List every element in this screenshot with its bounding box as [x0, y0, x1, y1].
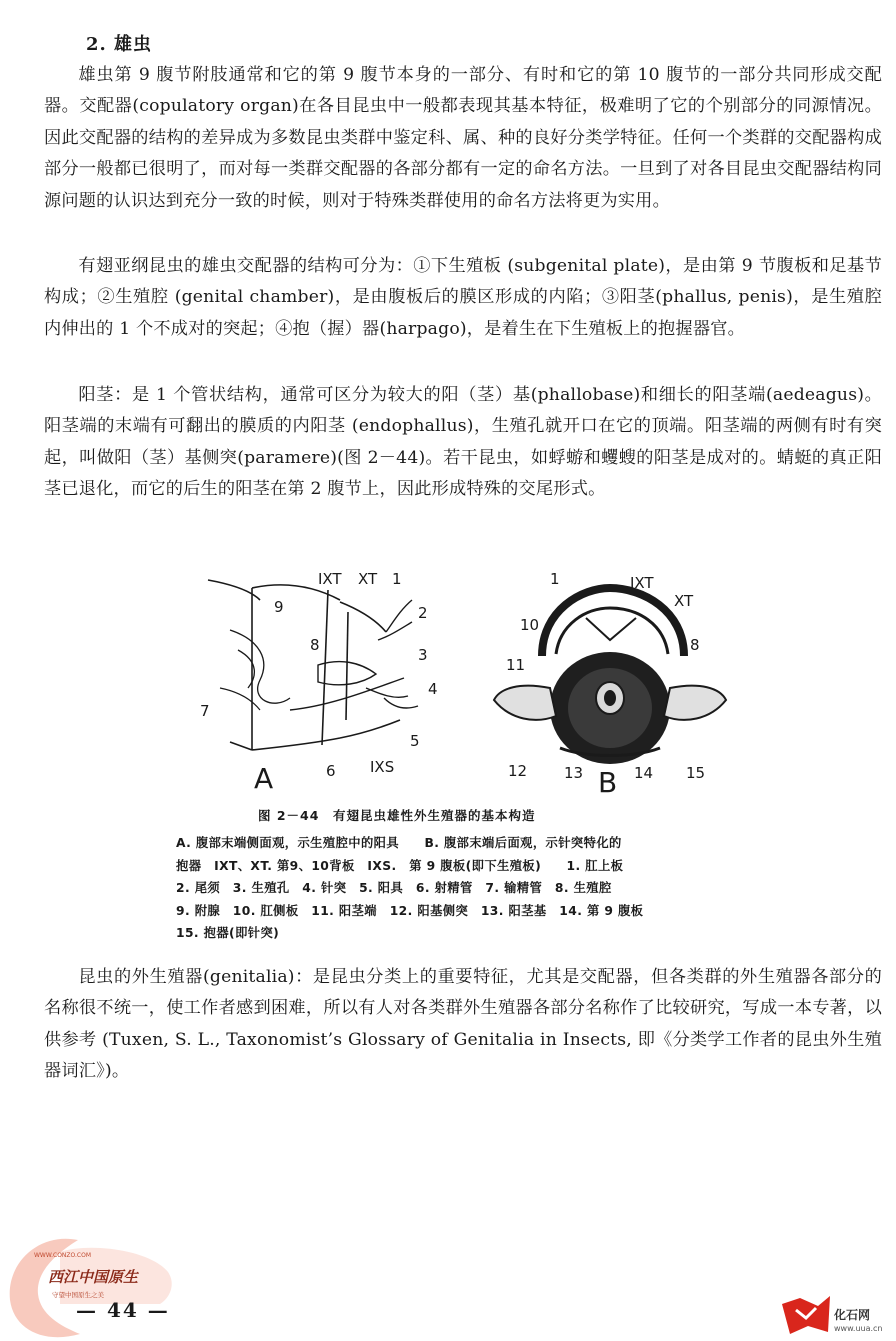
- caption-line: 抱器 IXT、XT. 第9、10背板 IXS. 第 9 腹板(即下生殖板) 1. 肛上板: [176, 858, 624, 873]
- label-b-13: 13: [564, 764, 584, 782]
- label-9: 9: [274, 598, 284, 616]
- caption-line: 2. 尾须 3. 生殖孔 4. 针突 5. 阳具 6. 射精管 7. 输精管 8. 生殖腔: [176, 881, 612, 896]
- paragraph-text: 昆虫的外生殖器(genitalia)：是昆虫分类上的重要特征，尤其是交配器，但各类群的外生殖器各部分的名称很不统一，使工作者感到困难，所以有人对各类群外生殖器各部分名称作了比较研究，写成一本专著，以供参考 (Tuxen, S. L., Taxonomist’s Glossary of Genitalia in Insects, 即《分类学工作者的昆虫外生殖器词汇》)。: [44, 967, 882, 1082]
- label-8: 8: [310, 636, 320, 654]
- label-b-12: 12: [508, 762, 528, 780]
- watermark-url: www.uua.cn: [834, 1324, 883, 1333]
- label-6: 6: [326, 762, 336, 780]
- logo-name: 西江中国原生: [48, 1268, 139, 1286]
- caption-line: 15. 抱器(即针突): [176, 926, 280, 941]
- paragraph-1: [44, 60, 882, 217]
- label-b-xt: XT: [674, 592, 694, 610]
- paragraph-text: 阳茎：是 1 个管状结构，通常可区分为较大的阳（茎）基(phallobase)和细长的阳茎端(aedeagus)。阳茎端的末端有可翻出的膜质的内阳茎 (endophallus)，生殖孔就开口在它的顶端。阳茎端的两侧有时有突起，叫做阳（茎）基侧突(paramere)(图 2－44)。若干昆虫，如蜉蝣和蠼螋的阳茎是成对的。蜻蜓的真正阳茎已退化，而它的后生的阳茎在第 2 腹节上，因此形成特殊的交尾形式。: [44, 385, 882, 500]
- label-1: 1: [392, 570, 402, 588]
- panel-letter-a: A: [254, 762, 274, 795]
- section-heading: 2. 雄虫: [86, 34, 153, 55]
- figure-caption: [176, 832, 796, 945]
- paragraph-text: 有翅亚纲昆虫的雄虫交配器的结构可分为：①下生殖板 (subgenital plate)，是由第 9 节腹板和足基节构成；②生殖腔 (genital chamber)，是由腹板后的膜区形成的内陷；③阳茎(phallus, penis)，是生殖腔内伸出的 1 个不成对的突起；④抱（握）器(harpago)，是着生在下生殖板上的抱握器官。: [44, 256, 882, 339]
- label-xt: XT: [358, 570, 378, 588]
- label-4: 4: [428, 680, 438, 698]
- label-b-8: 8: [690, 636, 700, 654]
- watermark-name: 化石网: [834, 1308, 871, 1322]
- label-7: 7: [200, 702, 210, 720]
- paragraph-4: [44, 962, 882, 1088]
- label-3: 3: [418, 646, 428, 664]
- label-b-1: 1: [550, 570, 560, 588]
- panel-b-drawing: [494, 588, 726, 764]
- label-ixt: IXT: [318, 570, 342, 588]
- label-ixs: IXS: [370, 758, 395, 776]
- label-5: 5: [410, 732, 420, 750]
- paragraph-2: [44, 251, 882, 345]
- page-number: — 44 —: [76, 1298, 170, 1322]
- caption-line: A. 腹部末端侧面观，示生殖腔中的阳具 B. 腹部末端后面观，示针突特化的: [176, 836, 622, 850]
- logo-url: WWW.CONZO.COM: [34, 1252, 92, 1259]
- label-b-ixt: IXT: [630, 574, 654, 592]
- caption-line: 9. 附腺 10. 肛侧板 11. 阳茎端 12. 阳基侧突 13. 阳茎基 14. 第 9 腹板: [176, 903, 644, 918]
- paragraph-3: [44, 380, 882, 506]
- panel-a-drawing: [208, 580, 418, 750]
- figure-illustration: [190, 570, 730, 800]
- label-b-10: 10: [520, 616, 540, 634]
- figure-caption-title: 图 2－44 有翅昆虫雄性外生殖器的基本构造: [258, 808, 536, 823]
- logo-tagline: 守望中国原生之美: [52, 1291, 104, 1299]
- paragraph-text: 雄虫第 9 腹节附肢通常和它的第 9 腹节本身的一部分、有时和它的第 10 腹节的一部分共同形成交配器。交配器(copulatory organ)在各目昆虫中一般都表现其基本特征，极难明了它的个别部分的同源情况。因此交配器的结构的差异成为多数昆虫类群中鉴定科、属、种的良好分类学特征。任何一个类群的交配器构成部分一般都已很明了，而对每一类群交配器的各部分都有一定的命名方法。一旦到了对各目昆虫交配器结构同源问题的认识达到充分一致的时候，则对于特殊类群使用的命名方法将更为实用。: [44, 65, 882, 211]
- label-b-14: 14: [634, 764, 654, 782]
- panel-letter-b: B: [598, 766, 618, 799]
- figure-2-44: [190, 570, 730, 800]
- label-2: 2: [418, 604, 428, 622]
- label-b-11: 11: [506, 656, 526, 674]
- label-b-15: 15: [686, 764, 706, 782]
